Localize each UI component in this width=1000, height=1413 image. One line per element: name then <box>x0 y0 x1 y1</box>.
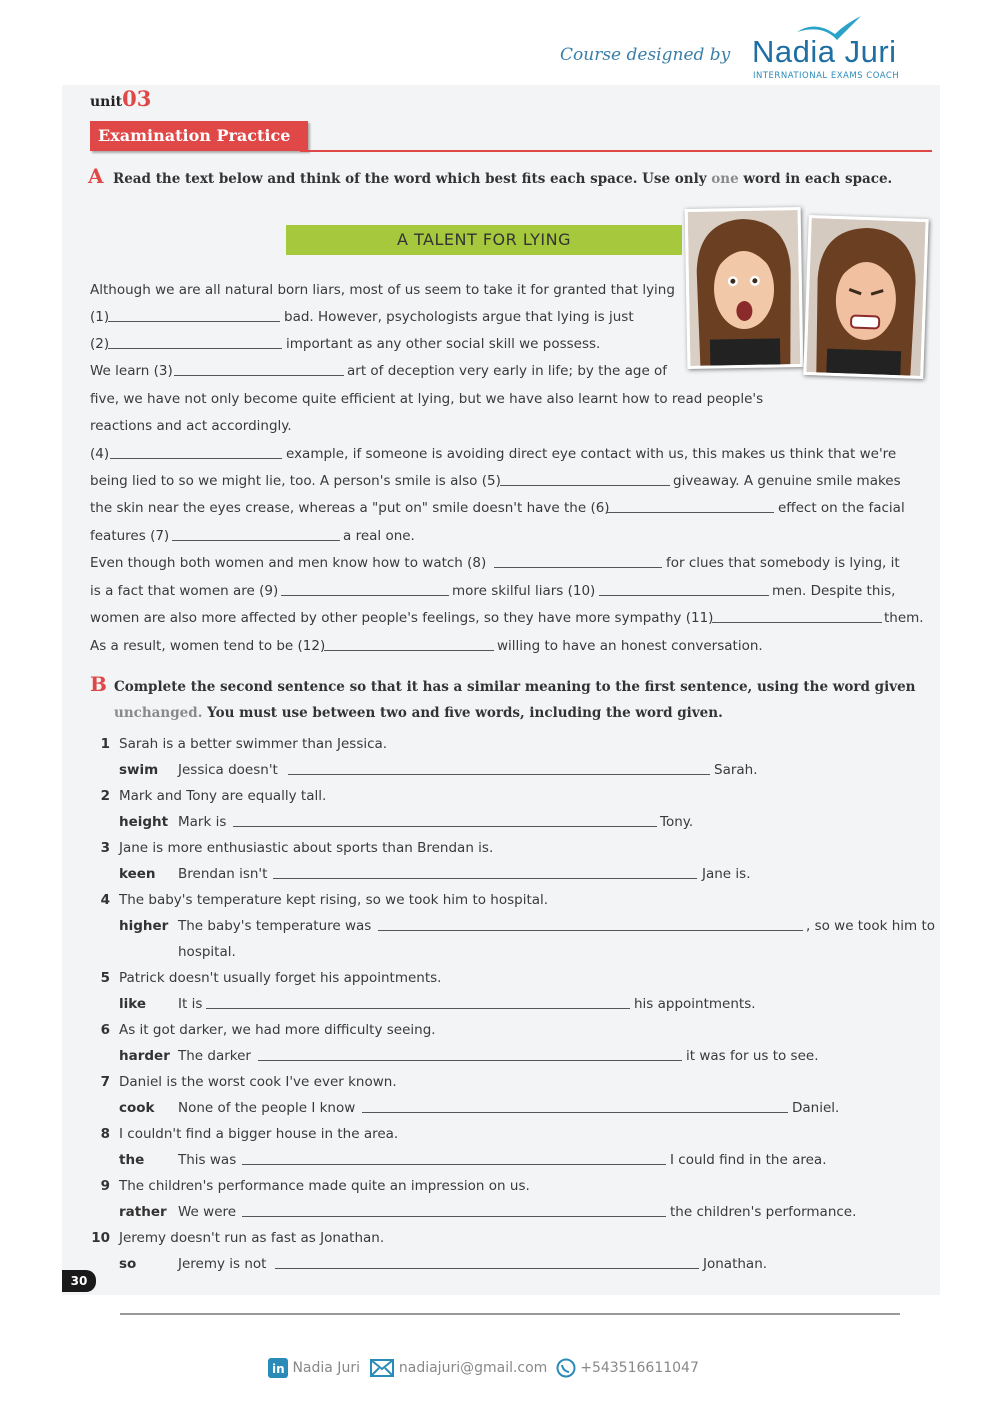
text-title: A TALENT FOR LYING <box>286 225 682 255</box>
section-a-instruction: Read the text below and think of the word which best fits each space. Use only one word in each space. <box>113 171 893 187</box>
answer-blank[interactable] <box>500 473 670 486</box>
text-line: reactions and act accordingly. <box>90 418 292 434</box>
key-word: the <box>119 1152 145 1168</box>
answer-blank[interactable] <box>108 336 282 349</box>
text-line: example, if someone is avoiding direct eye contact with us, this makes us think that we're <box>286 446 897 462</box>
phone-number[interactable]: +543516611047 <box>580 1360 699 1376</box>
item-end: Sarah. <box>714 762 758 778</box>
item-number: 3 <box>100 840 110 856</box>
text-line: features (7) <box>90 528 170 544</box>
item-sentence: Mark and Tony are equally tall. <box>119 788 327 804</box>
text-line: more skilful liars (10) <box>452 583 596 599</box>
key-word: harder <box>119 1048 170 1064</box>
item-number: 9 <box>100 1178 110 1194</box>
gap-number: (4) <box>90 446 110 462</box>
text-line: willing to have an honest conversation. <box>497 638 763 654</box>
footer-divider <box>120 1313 900 1315</box>
key-word: so <box>119 1256 137 1272</box>
text-line: women are also more affected by other people's feelings, so they have more sympathy (11) <box>90 610 714 626</box>
item-number: 1 <box>100 736 110 752</box>
item-start: The baby's temperature was <box>178 918 372 934</box>
item-sentence: As it got darker, we had more difficulty seeing. <box>119 1022 436 1038</box>
answer-blank[interactable] <box>378 918 803 931</box>
text-line: the skin near the eyes crease, whereas a "put on" smile doesn't have the (6) <box>90 500 610 516</box>
text-line: them. <box>884 610 924 626</box>
photo-angry-girl <box>803 215 929 379</box>
item-number: 2 <box>100 788 110 804</box>
answer-blank[interactable] <box>233 814 657 827</box>
answer-blank[interactable] <box>172 528 340 541</box>
text-line: giveaway. A genuine smile makes <box>673 473 901 489</box>
key-word: cook <box>119 1100 155 1116</box>
text-line: bad. However, psychologists argue that lying is just <box>284 309 634 325</box>
text-line: men. Despite this, <box>772 583 896 599</box>
item-sentence: The baby's temperature kept rising, so we took him to hospital. <box>119 892 549 908</box>
section-b-instruction-line2: unchanged. You must use between two and five words, including the word given. <box>114 705 723 721</box>
item-sentence: Jane is more enthusiastic about sports than Brendan is. <box>119 840 494 856</box>
item-end: Jonathan. <box>703 1256 768 1272</box>
item-number: 7 <box>100 1074 110 1090</box>
photo-surprised-girl <box>685 207 804 369</box>
item-sentence: I couldn't find a bigger house in the area. <box>119 1126 399 1142</box>
logo-name: Nadia Juri <box>752 34 897 69</box>
section-b-letter: B <box>90 672 107 696</box>
item-number: 10 <box>91 1230 110 1246</box>
text-line: effect on the facial <box>778 500 905 516</box>
key-word: keen <box>119 866 156 882</box>
unit-label: unit03 <box>90 86 152 111</box>
answer-blank[interactable] <box>288 762 710 775</box>
answer-blank[interactable] <box>606 500 774 513</box>
answer-blank[interactable] <box>258 1048 682 1061</box>
item-sentence: Jeremy doesn't run as fast as Jonathan. <box>119 1230 385 1246</box>
item-start: The darker <box>178 1048 251 1064</box>
text-line: art of deception very early in life; by the age of <box>347 363 668 379</box>
answer-blank[interactable] <box>281 583 449 596</box>
item-number: 6 <box>100 1022 110 1038</box>
key-word: height <box>119 814 169 830</box>
whatsapp-icon[interactable] <box>556 1358 576 1378</box>
text-line: Although we are all natural born liars, most of us seem to take it for granted that lying <box>90 282 675 298</box>
section-b-instruction-line1: Complete the second sentence so that it has a similar meaning to the first sentence, using the word given <box>114 679 916 695</box>
item-number: 8 <box>100 1126 110 1142</box>
item-start: Mark is <box>178 814 227 830</box>
answer-blank[interactable] <box>712 610 882 623</box>
answer-blank[interactable] <box>324 638 494 651</box>
answer-blank[interactable] <box>275 1256 699 1269</box>
item-sentence: The children's performance made quite an impression on us. <box>119 1178 530 1194</box>
section-tab: Examination Practice <box>90 121 308 151</box>
text-line: for clues that somebody is lying, it <box>666 555 900 571</box>
text-line: five, we have not only become quite efficient at lying, but we have also learnt how to read people's <box>90 391 764 407</box>
item-start: Jessica doesn't <box>178 762 278 778</box>
item-number: 5 <box>100 970 110 986</box>
answer-blank[interactable] <box>273 866 697 879</box>
gap-number: (1) <box>90 309 110 325</box>
surprised-face-image <box>688 210 801 366</box>
linkedin-icon[interactable] <box>268 1358 288 1378</box>
answer-blank[interactable] <box>174 363 344 376</box>
item-end: his appointments. <box>634 996 756 1012</box>
svg-text:in: in <box>272 1362 285 1376</box>
text-line: Even though both women and men know how to watch (8) <box>90 555 487 571</box>
section-a-letter: A <box>88 164 104 188</box>
text-line: We learn (3) <box>90 363 173 379</box>
gap-number: (2) <box>90 336 110 352</box>
item-end-continued: hospital. <box>178 944 236 960</box>
key-word: swim <box>119 762 159 778</box>
text-line: important as any other social skill we possess. <box>286 336 601 352</box>
item-start: Jeremy is not <box>178 1256 267 1272</box>
text-line: is a fact that women are (9) <box>90 583 279 599</box>
key-word: like <box>119 996 147 1012</box>
item-start: We were <box>178 1204 237 1220</box>
answer-blank[interactable] <box>108 309 280 322</box>
text-line: being lied to so we might lie, too. A person's smile is also (5) <box>90 473 501 489</box>
item-sentence: Daniel is the worst cook I've ever known. <box>119 1074 397 1090</box>
answer-blank[interactable] <box>599 583 769 596</box>
item-end: , so we took him to <box>806 918 936 934</box>
answer-blank[interactable] <box>242 1204 666 1217</box>
answer-blank[interactable] <box>494 555 662 568</box>
linkedin-name[interactable]: Nadia Juri <box>292 1360 360 1376</box>
mail-icon[interactable] <box>370 1359 394 1377</box>
answer-blank[interactable] <box>110 446 282 459</box>
item-sentence: Patrick doesn't usually forget his appointments. <box>119 970 442 986</box>
item-number: 4 <box>100 892 110 908</box>
text-line: As a result, women tend to be (12) <box>90 638 326 654</box>
item-end: I could find in the area. <box>670 1152 827 1168</box>
answer-blank[interactable] <box>206 996 630 1009</box>
logo-subtitle: INTERNATIONAL EXAMS COACH <box>753 71 900 81</box>
divider <box>300 150 932 152</box>
item-end: Tony. <box>660 814 694 830</box>
item-end: it was for us to see. <box>686 1048 819 1064</box>
page-number: 30 <box>62 1270 96 1292</box>
item-start: None of the people I know <box>178 1100 356 1116</box>
text-line: a real one. <box>343 528 415 544</box>
item-start: It is <box>178 996 203 1012</box>
item-end: Daniel. <box>792 1100 840 1116</box>
answer-blank[interactable] <box>242 1152 666 1165</box>
item-start: Brendan isn't <box>178 866 268 882</box>
item-start: This was <box>178 1152 237 1168</box>
angry-face-image <box>806 218 925 376</box>
email-address[interactable]: nadiajuri@gmail.com <box>398 1360 548 1376</box>
footer-contact <box>268 1358 699 1378</box>
key-word: higher <box>119 918 169 934</box>
item-end: Jane is. <box>702 866 751 882</box>
item-end: the children's performance. <box>670 1204 857 1220</box>
course-credit: Course designed by <box>560 45 731 65</box>
item-sentence: Sarah is a better swimmer than Jessica. <box>119 736 388 752</box>
answer-blank[interactable] <box>362 1100 788 1113</box>
key-word: rather <box>119 1204 167 1220</box>
